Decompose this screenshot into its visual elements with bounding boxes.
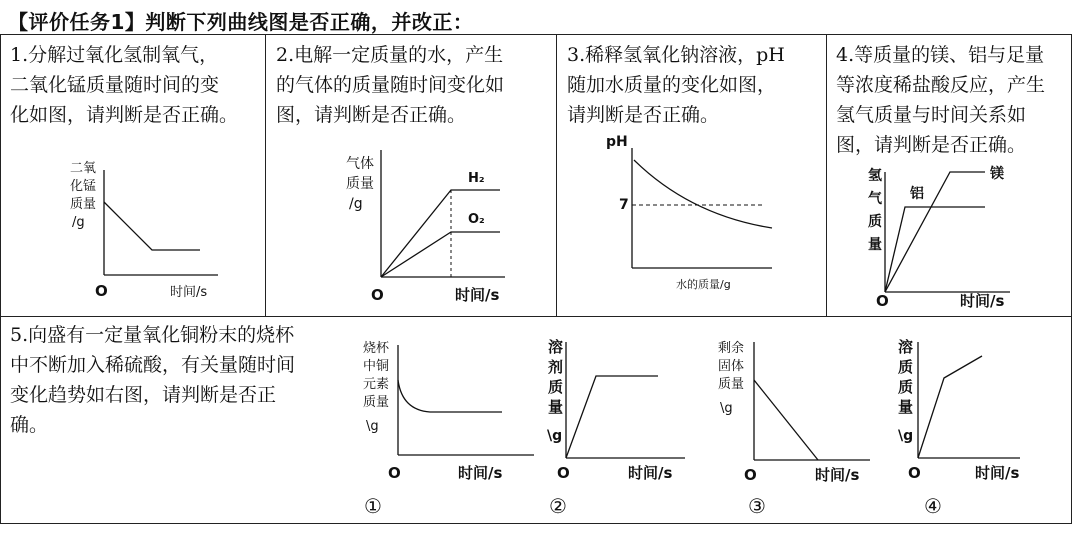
header-title: 【评价任务1】判断下列曲线图是否正确，并改正： bbox=[8, 10, 474, 34]
ylabel-line: 固体 bbox=[718, 359, 745, 374]
q3-graph bbox=[606, 134, 772, 291]
xlabel: 时间/s bbox=[815, 466, 860, 484]
curve bbox=[634, 160, 772, 228]
q2-text: 2.电解一定质量的水，产生 的气体的质量随时间变化如 图，请判断是否正确。 bbox=[276, 44, 505, 126]
xlabel: 时间/s bbox=[455, 286, 500, 304]
tick-label: 7 bbox=[619, 197, 629, 213]
q1-text: 1.分解过氧化氢制氧气， 二氧化锰质量随时间的变 化如图，请判断是否正确。 bbox=[10, 44, 239, 126]
graph-number-3: ③ bbox=[748, 494, 766, 518]
ylabel-line: 质 bbox=[548, 378, 564, 396]
graph-number-1: ① bbox=[364, 494, 382, 518]
series-h2 bbox=[381, 190, 500, 277]
q5-text: 5.向盛有一定量氧化铜粉末的烧杯 中不断加入稀硫酸，有关量随时间 变化趋势如右图，请判断是否正 确。 bbox=[10, 324, 296, 436]
q1-graph bbox=[70, 161, 218, 300]
ylabel-line: \g bbox=[547, 428, 563, 444]
ylabel-line: 质量 bbox=[346, 176, 374, 192]
curve bbox=[104, 202, 200, 250]
series-label: 镁 bbox=[990, 166, 1004, 182]
origin-label: O bbox=[388, 464, 401, 482]
q4-graph bbox=[868, 165, 1010, 310]
q2-graph bbox=[346, 150, 505, 304]
series-label: 铝 bbox=[910, 186, 924, 202]
ylabel-line: 剩余 bbox=[718, 341, 745, 356]
xlabel: 水的质量/g bbox=[676, 278, 731, 291]
series-label: H₂ bbox=[468, 171, 485, 186]
xlabel: 时间/s bbox=[170, 285, 208, 300]
origin-label: O bbox=[371, 286, 384, 304]
g4-graph bbox=[898, 338, 1020, 482]
ylabel-line: 量 bbox=[868, 237, 882, 253]
ylabel-line: /g bbox=[349, 196, 363, 212]
ylabel-line: 质 bbox=[898, 358, 914, 376]
ylabel-line: \g bbox=[898, 428, 914, 444]
origin-label: O bbox=[908, 464, 921, 482]
origin-label: O bbox=[95, 282, 108, 300]
origin-label: O bbox=[744, 466, 757, 484]
curve bbox=[398, 380, 502, 412]
g3-graph bbox=[718, 341, 870, 484]
ylabel-line: 中铜 bbox=[363, 359, 390, 374]
ylabel: pH bbox=[606, 134, 628, 150]
ylabel-line: 质量 bbox=[70, 197, 97, 212]
ylabel-line: 量 bbox=[548, 398, 564, 416]
ylabel-line: 元素 bbox=[363, 377, 390, 392]
xlabel: 时间/s bbox=[975, 464, 1020, 482]
series-al bbox=[885, 207, 985, 292]
ylabel-line: 质 bbox=[868, 214, 882, 230]
ylabel-line: 二氧 bbox=[70, 161, 97, 176]
graph-number-4: ④ bbox=[924, 494, 942, 518]
curve bbox=[754, 380, 818, 460]
ylabel-line: \g bbox=[366, 419, 379, 434]
ylabel-line: 溶 bbox=[898, 338, 914, 356]
ylabel-line: 质量 bbox=[718, 377, 745, 392]
g1-graph bbox=[363, 340, 534, 482]
origin-label: O bbox=[876, 292, 889, 310]
xlabel: 时间/s bbox=[458, 464, 503, 482]
g2-graph bbox=[547, 338, 685, 482]
curve bbox=[918, 356, 982, 458]
xlabel: 时间/s bbox=[628, 464, 673, 482]
ylabel-line: 氢 bbox=[868, 168, 882, 184]
curve bbox=[566, 376, 658, 458]
series-label: O₂ bbox=[468, 212, 485, 227]
xlabel: 时间/s bbox=[960, 292, 1005, 310]
origin-label: O bbox=[557, 464, 570, 482]
ylabel-line: 质 bbox=[898, 378, 914, 396]
ylabel-line: 剂 bbox=[548, 358, 564, 376]
graph-number-2: ② bbox=[549, 494, 567, 518]
series-mg bbox=[885, 172, 985, 292]
q4-text: 4.等质量的镁、铝与足量 等浓度稀盐酸反应，产生 氢气质量与时间关系如 图，请判断是否正确。 bbox=[836, 44, 1046, 156]
ylabel-line: 溶 bbox=[548, 338, 564, 356]
ylabel-line: /g bbox=[72, 215, 85, 230]
ylabel-line: 化锰 bbox=[70, 179, 97, 194]
ylabel-line: 质量 bbox=[363, 395, 390, 410]
q3-text: 3.稀释氢氧化钠溶液，pH 随加水质量的变化如图， 请判断是否正确。 bbox=[567, 44, 785, 126]
ylabel-line: 气 bbox=[868, 191, 882, 207]
ylabel-line: \g bbox=[720, 401, 733, 416]
ylabel-line: 烧杯 bbox=[363, 341, 390, 356]
ylabel-line: 量 bbox=[898, 398, 914, 416]
ylabel-line: 气体 bbox=[346, 156, 374, 172]
